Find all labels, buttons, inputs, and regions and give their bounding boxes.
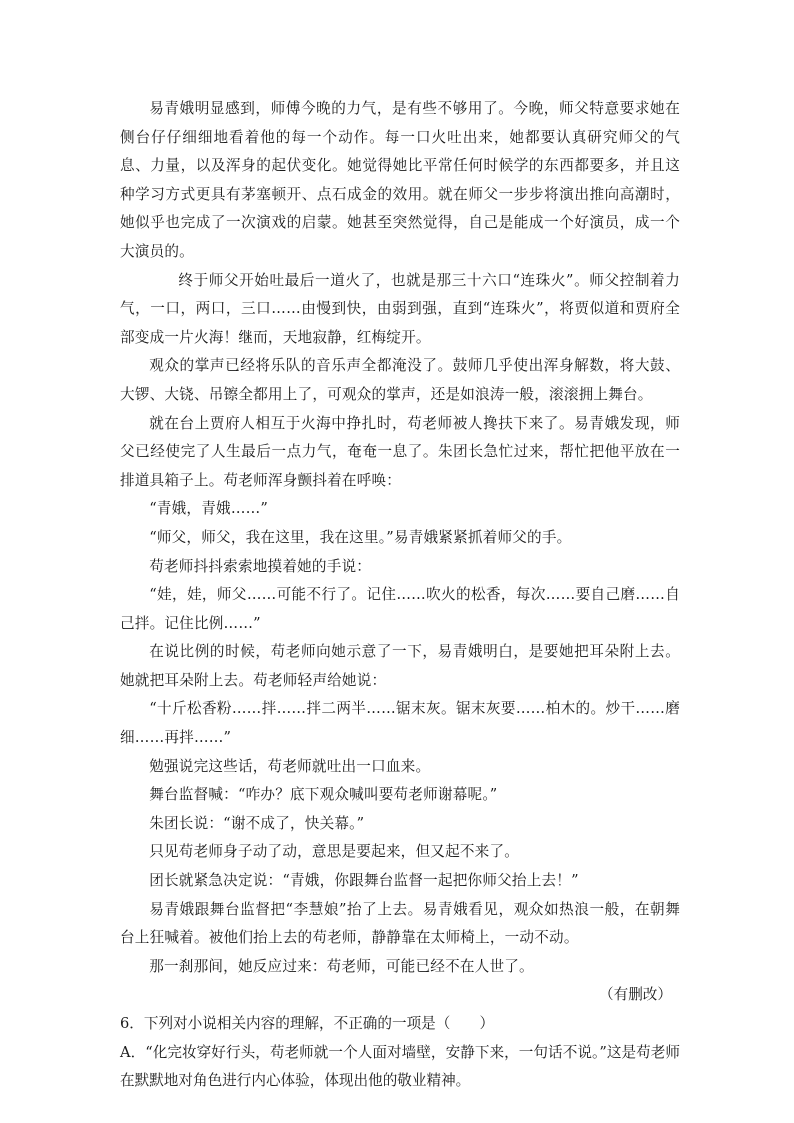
paragraph-15: 团长就紧急决定说：“青娥，你跟舞台监督一起把你师父抬上去！” [149, 872, 579, 890]
question-stem: 6．下列对小说相关内容的理解，不正确的一项是（ ） [120, 1015, 495, 1032]
paragraph-8: “娃，娃，师父……可能不行了。记住……吹火的松香，每次……要自己磨……自己拌。记住比例……” [120, 586, 680, 632]
paragraph-4: 就在台上贾府人相互于火海中挣扎时，苟老师被人搀扶下来了。易青娥发现，师父已经使完了人生最后一点力气，奄奄一息了。朱团长急忙过来，帮忙把他平放在一排道具箱子上。苟老师浑身颤抖着在呼唤： [120, 414, 680, 489]
paragraph-9: 在说比例的时候，苟老师向她示意了一下，易青娥明白，是要她把耳朵附上去。她就把耳朵附上去。苟老师轻声给她说： [120, 643, 680, 689]
paragraph-3: 观众的掌声已经将乐队的音乐声全都淹没了。鼓师几乎使出浑身解数，将大鼓、大锣、大铙、吊镲全都用上了，可观众的掌声，还是如浪涛一般，滚滚拥上舞台。 [120, 357, 680, 403]
paragraph-13: 朱团长说：“谢不成了，快关幕。” [149, 814, 365, 832]
paragraph-10: “十斤松香粉……拌……拌二两半……锯末灰。锯末灰要……柏木的。炒干……磨细……再拌……” [120, 700, 680, 747]
paragraph-12: 舞台监督喊：“咋办？底下观众喊叫要苟老师谢幕呢。” [149, 786, 498, 804]
paragraph-1: 易青娥明显感到，师傅今晚的力气，是有些不够用了。今晚，师父特意要求她在侧台仔仔细细地看着他的每一个动作。每一口火吐出来，她都要认真研究师父的气息、力量，以及浑身的起伏变化。她觉得她比平常任何时候学的东西都要多，并且这种学习方式更具有茅塞顿开、点石成金的效用。就在师父一步步将演出推向高潮时，她似乎也完成了一次演戏的启蒙。她甚至突然觉得，自己是能成一个好演员，成一个大演员的。 [120, 100, 680, 260]
document-page [120, 95, 680, 1096]
paragraph-11: 勉强说完这些话，苟老师就吐出一口血来。 [149, 757, 431, 775]
source-note: （有删改） [599, 986, 672, 1004]
paragraph-7: 苟老师抖抖索索地摸着她的手说： [149, 557, 372, 575]
paragraph-6: “师父，师父，我在这里，我在这里。”易青娥紧紧抓着师父的手。 [149, 528, 572, 546]
paragraph-2: 终于师父开始吐最后一道火了，也就是那三十六口“连珠火”。师父控制着力气，一口，两口，三口……由慢到快，由弱到强，直到“连珠火”，将贾似道和贾府全部变成一片火海！继而，天地寂静，红梅绽开。 [120, 271, 680, 346]
paragraph-5: “青娥，青娥……” [149, 500, 269, 518]
paragraph-17: 那一刹那间，她反应过来：苟老师，可能已经不在人世了。 [149, 957, 534, 975]
paragraph-16: 易青娥跟舞台监督把“李慧娘”抬了上去。易青娥看见，观众如热浪一般，在朝舞台上狂喊着。被他们抬上去的苟老师，静静靠在太师椅上，一动不动。 [120, 900, 680, 947]
paragraph-14: 只见苟老师身子动了动，意思是要起来，但又起不来了。 [149, 843, 520, 861]
question-option-a: A．“化完妆穿好行头，苟老师就一个人面对墙壁，安静下来，一句话不说。”这是苟老师在默默地对角色进行内心体验，体现出他的敬业精神。 [120, 1043, 680, 1090]
